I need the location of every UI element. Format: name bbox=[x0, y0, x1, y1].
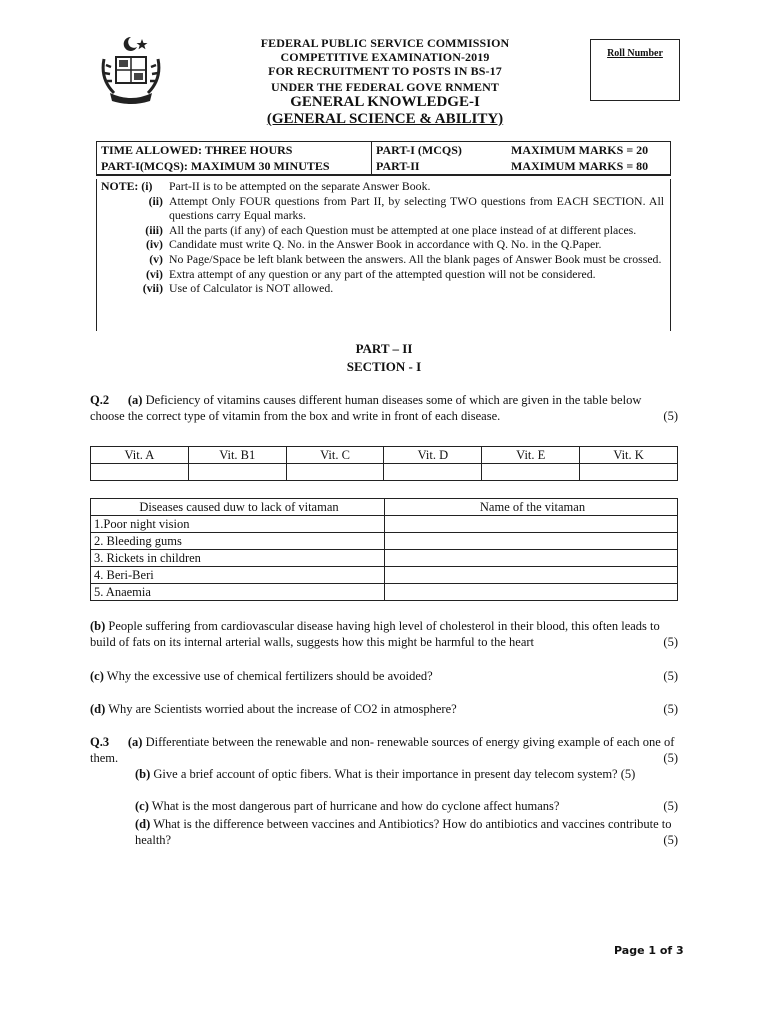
marks: (5) bbox=[663, 408, 678, 423]
question-text: Deficiency of vitamins causes different human diseases some of which are given in the table below choose the correct type of vitamin from the box and write in front of each disease. bbox=[90, 393, 642, 423]
question-3c: (c) What is the most dangerous part of hurricane and how do cyclone affect humans? (5) bbox=[135, 799, 678, 813]
marks: (5) bbox=[663, 702, 678, 716]
table-row bbox=[91, 464, 678, 481]
question-text: People suffering from cardiovascular disease having high level of cholesterol in their blood, this often leads to build of fats on its internal arterial walls, suggests how this might be harmful to the heart bbox=[90, 619, 660, 649]
question-text: Why the excessive use of chemical fertilizers should be avoided? bbox=[106, 669, 433, 683]
marks: (5) bbox=[663, 669, 678, 683]
exam-name: COMPETITIVE EXAMINATION-2019 bbox=[280, 50, 490, 64]
max-marks: MAXIMUM MARKS = 20 bbox=[511, 143, 649, 157]
note-item: (vi) Extra attempt of any question or any part of the attempted question will not be considered. bbox=[145, 266, 596, 281]
paper-title: GENERAL KNOWLEDGE-I bbox=[290, 94, 480, 110]
page-number: Page 1 of 3 bbox=[614, 944, 684, 957]
exam-info-box bbox=[96, 141, 671, 176]
commission-name: FEDERAL PUBLIC SERVICE COMMISSION bbox=[260, 36, 510, 50]
note-item: (iii) All the parts (if any) of each Question must be attempted at one place instead of at different places. bbox=[145, 222, 637, 237]
marks: (5) bbox=[620, 767, 636, 781]
government-line: UNDER THE FEDERAL GOVE RNMENT bbox=[270, 80, 500, 94]
time-allowed: TIME ALLOWED: THREE HOURS bbox=[97, 142, 372, 158]
roll-number-box bbox=[590, 39, 680, 101]
marks: (5) bbox=[663, 799, 678, 813]
table-header-row: Diseases caused duw to lack of vitaman Name of the vitaman bbox=[91, 499, 678, 516]
part-label: PART-II bbox=[376, 159, 420, 173]
table-row: 5. Anaemia bbox=[91, 584, 678, 601]
exam-header bbox=[200, 36, 570, 128]
question-3b: (b) Give a brief account of optic fibers. What is their importance in present day telecom system? (5) bbox=[135, 767, 636, 781]
marks: (5) bbox=[663, 832, 678, 847]
info-row bbox=[97, 142, 670, 158]
marks: (5) bbox=[663, 634, 678, 649]
section-title: SECTION - I bbox=[346, 359, 422, 374]
table-row: Vit. A Vit. B1 Vit. C Vit. D Vit. E Vit. K bbox=[91, 447, 678, 464]
max-marks: MAXIMUM MARKS = 80 bbox=[511, 159, 649, 173]
table-row: 2. Bleeding gums bbox=[91, 533, 678, 550]
question-number: Q.3 bbox=[90, 735, 110, 749]
marks: (5) bbox=[663, 750, 678, 765]
government-emblem-icon bbox=[98, 35, 164, 107]
roll-number-label: Roll Number bbox=[607, 48, 663, 59]
vitamin-box-table bbox=[90, 446, 678, 481]
paper-subtitle: (GENERAL SCIENCE & ABILITY) bbox=[266, 111, 504, 127]
question-2d: (d) Why are Scientists worried about the increase of CO2 in atmosphere? (5) bbox=[90, 702, 678, 716]
part-label: PART-I (MCQS) bbox=[376, 143, 462, 157]
question-text: Why are Scientists worried about the increase of CO2 in atmosphere? bbox=[108, 702, 457, 716]
info-row bbox=[97, 158, 670, 174]
note-item: NOTE: (i) Part-II is to be attempted on the separate Answer Book. bbox=[101, 179, 431, 193]
mcq-time: PART-I(MCQS): MAXIMUM 30 MINUTES bbox=[97, 158, 372, 174]
question-3d: (d) What is the difference between vaccines and Antibiotics? How do antibiotics and vaccines contribute to health? (5) bbox=[135, 817, 678, 847]
question-2c: (c) Why the excessive use of chemical fertilizers should be avoided? (5) bbox=[90, 669, 678, 683]
question-3a: Q.3 (a) Differentiate between the renewable and non- renewable sources of energy giving example of each one of them. (5) bbox=[90, 735, 678, 765]
table-row: 3. Rickets in children bbox=[91, 550, 678, 567]
question-number: Q.2 bbox=[90, 393, 110, 407]
note-item: (v) No Page/Space be left blank between the answers. All the blank pages of Answer Book must be crossed. bbox=[149, 251, 662, 266]
note-item: (vii) Use of Calculator is NOT allowed. bbox=[142, 281, 334, 296]
part-title: PART – II bbox=[355, 341, 413, 356]
question-2a: Q.2 (a) Deficiency of vitamins causes different human diseases some of which are given in the table below choose the correct type of vitamin from the box and write in front of each disease. (5) bbox=[90, 393, 678, 423]
table-row: 4. Beri-Beri bbox=[91, 567, 678, 584]
disease-table bbox=[90, 498, 678, 601]
instructions-notes bbox=[96, 179, 671, 331]
recruitment-line: FOR RECRUITMENT TO POSTS IN BS-17 bbox=[268, 64, 502, 78]
question-text: Give a brief account of optic fibers. What is their importance in present day telecom system? bbox=[153, 767, 618, 781]
question-text: What is the most dangerous part of hurricane and how do cyclone affect humans? bbox=[151, 799, 560, 813]
note-item: (iv) Candidate must write Q. No. in the Answer Book in accordance with Q. No. in the Q.Paper. bbox=[145, 237, 602, 252]
note-item: (ii) Attempt Only FOUR questions from Part II, by selecting TWO questions from EACH SECTION. All questions carry Equal marks. bbox=[148, 193, 664, 223]
question-text: Differentiate between the renewable and non- renewable sources of energy giving example of each one of them. bbox=[90, 735, 675, 765]
table-row: 1.Poor night vision bbox=[91, 516, 678, 533]
question-2b: (b) People suffering from cardiovascular disease having high level of cholesterol in their blood, this often leads to build of fats on its internal arterial walls, suggests how this might be harmful to the heart (5) bbox=[90, 619, 678, 649]
question-text: What is the difference between vaccines and Antibiotics? How do antibiotics and vaccines contribute to health? bbox=[135, 817, 672, 847]
